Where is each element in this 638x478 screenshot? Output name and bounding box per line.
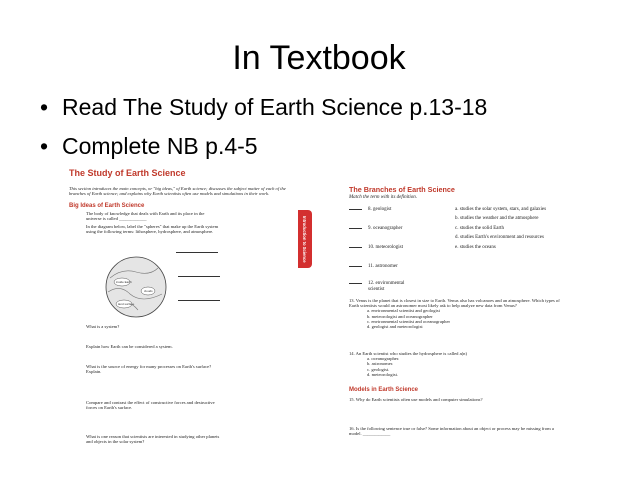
notebook-pages-image	[66, 168, 570, 451]
question-6: Compare and contrast the effect of constructive forces and destructive forces on Earth's surface.	[86, 400, 215, 411]
globe-label-inside-earth: inside Earth	[116, 280, 132, 284]
match-row-6: 11. astronomer	[349, 264, 569, 270]
left-page-subheading: Big Ideas of Earth Science	[69, 203, 145, 209]
earth-spheres-diagram	[102, 254, 172, 320]
question-7: What is one reason that scientists are interested in studying other planets and objects in the solar system?	[86, 434, 220, 445]
question-15: 15. Why do Earth scientists often use models and computer simulations?	[349, 397, 483, 402]
question-16: 16. Is the following sentence true or false? Some information about an object or process may be missing from a model. ____________	[349, 426, 554, 437]
match-row-5: 10. meteorologist e. studies the oceans	[349, 245, 569, 251]
globe-label-clouds: clouds	[144, 289, 153, 293]
bullet-complete-notebook: • Complete NB p.4-5	[40, 131, 487, 170]
label-blank-2	[178, 276, 220, 277]
left-page-title: The Study of Earth Science	[69, 168, 186, 178]
chapter-tab: Introduction to Science	[298, 210, 312, 268]
notebook-right-page: The Branches of Earth Science Match the term with its definition. 8. geologist a. studies the solar system, stars, and galaxies b. studies the weather and the atmosphere 9. oceanographer c. studies the solid Earth d. studies Earth's environment and resources 10. meteorologist e. studies the oceans 11. astronomer 12. environmental scientist 13. Venus is the planet that is closest in size to Earth. Venus also has volcanoes and an atmosphere. Which types of Earth scientists would an astronomer most likely ask to help analyze new data from Venus? a. environmental scientist and geologist b. meteorologist and oceanographer c. environmental scientist and oceanographer d. geologist and meteorologist 14. An Earth scientist who studies the hydrosphere is called a(n) a. oceanographer. b. astronomer. c. geologist. d. meteorologist. Models in Earth Science 15. Why do Earth scientists often use models and computer simulations? 16. Is the following sentence true or false? Some information about an object or process may be missing from a model. ____________	[344, 168, 570, 451]
question-13: 13. Venus is the planet that is closest in size to Earth. Venus also has volcanoes and an atmosphere. Which types of Earth scientists would an astronomer most likely ask to help analyze new data from Venus? a. environmental scientist and geologist b. meteorologist and oceanographer c. environmental scientist and oceanographer d. geologist and meteorologist	[349, 298, 560, 330]
left-page-intro: This section introduces the main concepts, or "big ideas," of Earth science; discusses the subject matter of each of the branches of Earth science; and explains why Earth scientists often use models and simulations in their work.	[69, 186, 286, 197]
question-5: What is the source of energy for many processes on Earth's surface? Explain.	[86, 364, 212, 375]
question-4: Explain how Earth can be considered a system.	[86, 344, 173, 349]
match-row-1: 8. geologist a. studies the solar system, stars, and galaxies	[349, 207, 569, 213]
question-14: 14. An Earth scientist who studies the hydrosphere is called a(n) a. oceanographer. b. astronomer. c. geologist. d. meteorologist.	[349, 351, 468, 377]
question-1: The body of knowledge that deals with Earth and its place in the universe is called ____________	[86, 211, 205, 222]
right-page-subheading: Models in Earth Science	[349, 387, 419, 393]
label-blank-3	[178, 300, 220, 301]
match-instruction: Match the term with its definition.	[349, 195, 418, 200]
bullet-read-textbook: • Read The Study of Earth Science p.13-18	[40, 92, 487, 131]
match-row-7: 12. environmental scientist	[349, 281, 569, 287]
slide-title: In Textbook	[232, 39, 406, 77]
slide-bullet-list	[40, 92, 487, 170]
match-row-3: 9. oceanographer c. studies the solid Earth	[349, 226, 569, 232]
question-2: In the diagram below, label the "spheres" that make up the Earth system using the following terms: lithosphere, hydrosphere, and atmosphere.	[86, 224, 219, 235]
right-page-heading: The Branches of Earth Science	[349, 185, 455, 194]
notebook-left-page	[66, 168, 307, 451]
question-3: What is a system?	[86, 324, 120, 329]
label-blank-1	[176, 252, 218, 253]
globe-label-land-surface: land surface	[118, 302, 135, 306]
